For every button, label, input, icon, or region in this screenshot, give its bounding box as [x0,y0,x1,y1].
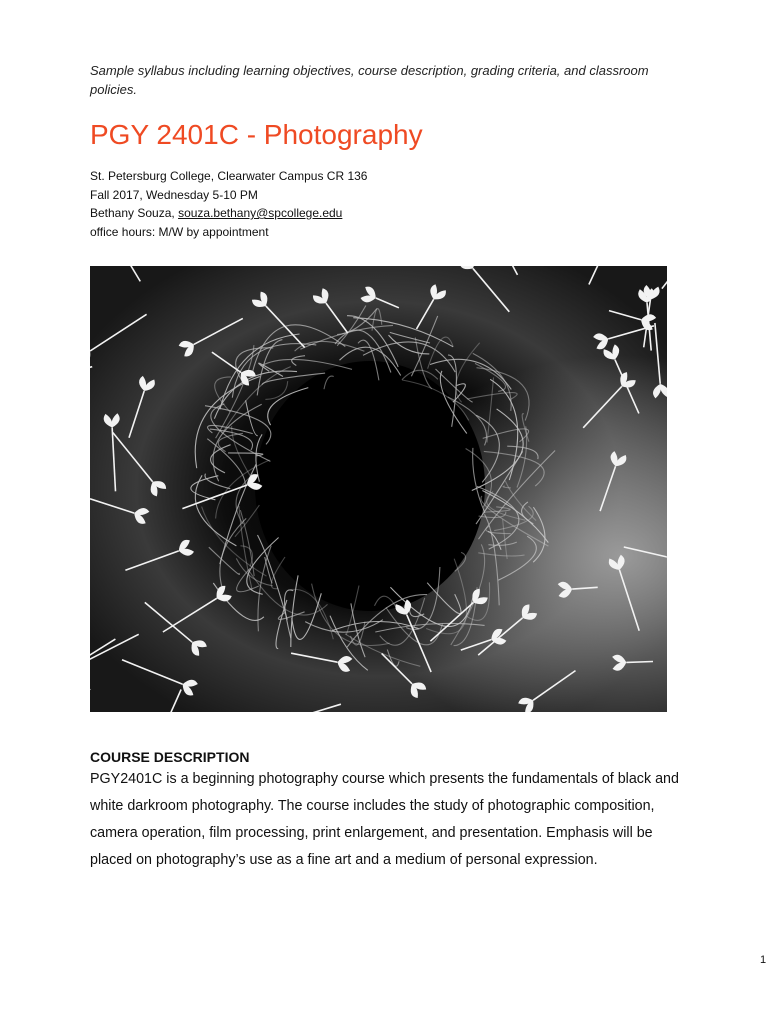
course-meta [90,167,367,241]
page-title: PGY 2401C - Photography [90,119,423,150]
photogram-image [90,266,667,712]
instructor-line [90,204,367,223]
course-location: St. Petersburg College, Clearwater Campus CR 136 [90,169,368,183]
course-description-text: PGY2401C is a beginning photography course which presents the fundamentals of black and white darkroom photography. The course includes the study of photographic composition, camera operation, film processing, print enlargement, and presentation. Emphasis will be placed on photography’s use as a fine art and a medium of personal expression. [90,771,679,868]
intro-text: Sample syllabus including learning objectives, course description, grading criteria, and classroom policies. [90,63,649,97]
section-heading-course-description: COURSE DESCRIPTION [90,749,250,765]
office-hours: office hours: M/W by appointment [90,224,269,239]
instructor-email-link[interactable]: souza.bethany@spcollege.edu [178,206,343,220]
instructor-name: Bethany Souza, [90,206,179,220]
page-number: 1 [760,954,767,966]
course-schedule: Fall 2017, Wednesday 5-10 PM [90,187,258,202]
